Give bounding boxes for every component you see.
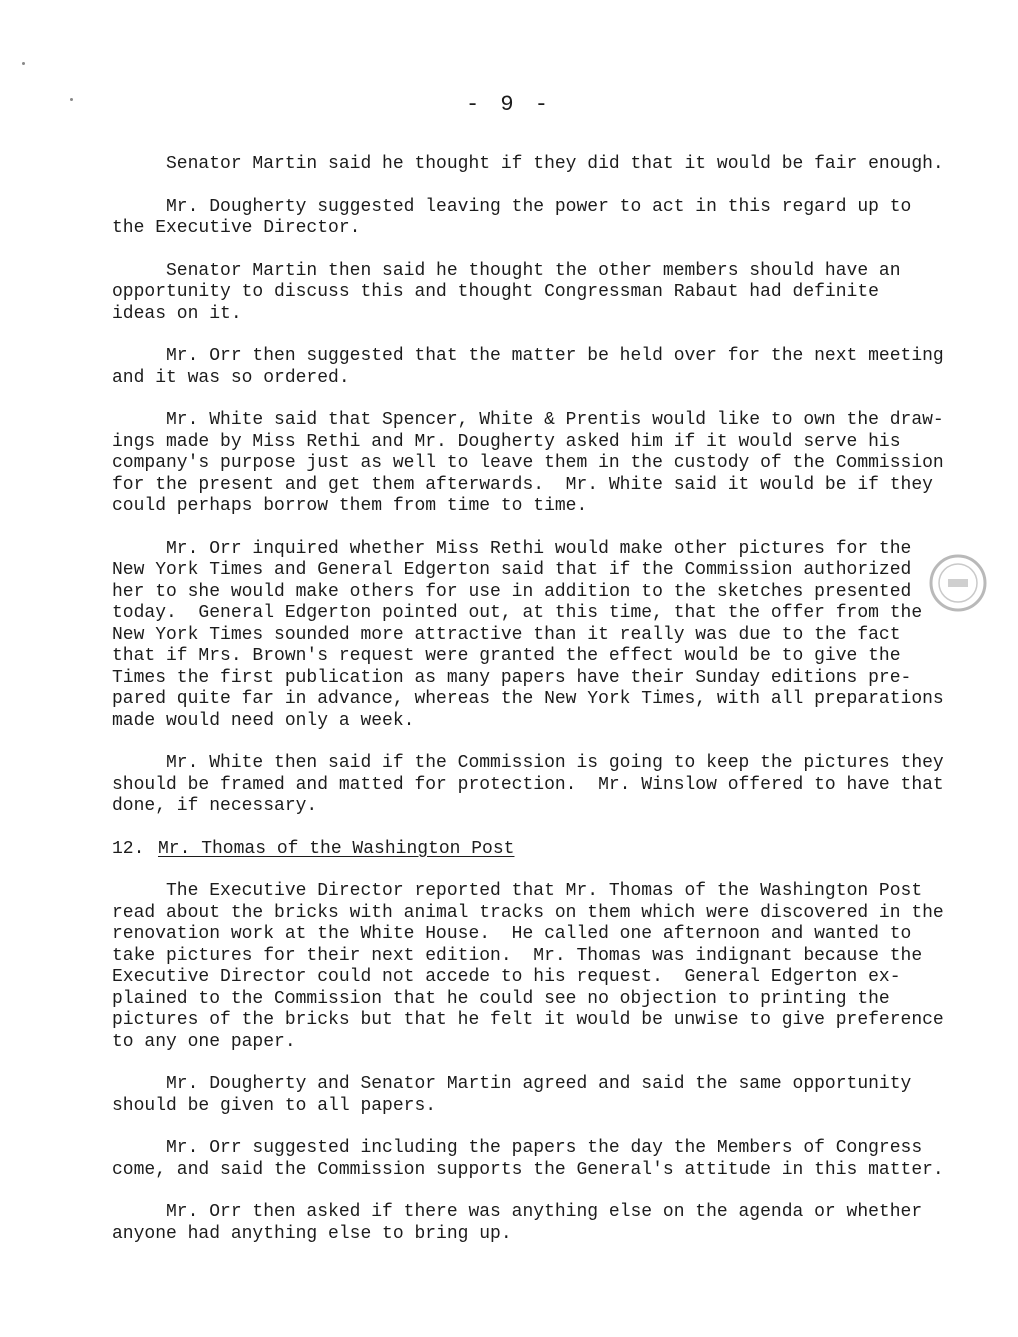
paragraph-line: should be given to all papers. bbox=[112, 1095, 437, 1116]
paragraph bbox=[112, 881, 942, 1053]
paragraph bbox=[112, 346, 942, 389]
paragraph bbox=[112, 753, 942, 818]
paragraph-line: Mr. Orr suggested including the papers the day the Members of Congress bbox=[112, 1138, 923, 1158]
paragraph-line: Senator Martin then said he thought the other members should have an bbox=[112, 260, 901, 281]
paragraph-line: Mr. Orr then asked if there was anything else on the agenda or whether bbox=[112, 1202, 923, 1222]
paragraph-line: the Executive Director. bbox=[112, 218, 361, 238]
section-heading bbox=[112, 839, 942, 861]
paragraph-line: Times the first publication as many papers have their Sunday editions pre- bbox=[112, 667, 912, 688]
paragraph-line: pared quite far in advance, whereas the New York Times, with all preparations bbox=[112, 689, 944, 709]
paragraph-line: Mr. Dougherty suggested leaving the power to act in this regard up to bbox=[112, 196, 912, 217]
section-number: 12. bbox=[112, 838, 145, 859]
library-stamp bbox=[928, 553, 988, 613]
paragraph bbox=[112, 1138, 942, 1181]
paragraph-line: New York Times and General Edgerton said that if the Commission authorized bbox=[112, 560, 912, 580]
paragraph-line: made would need only a week. bbox=[112, 710, 415, 731]
paragraph bbox=[112, 410, 942, 518]
paragraph-line: take pictures for their next edition. Mr. Thomas was indignant because the bbox=[112, 945, 923, 966]
paragraph-line: ideas on it. bbox=[112, 303, 242, 324]
paragraph-line: plained to the Commission that he could see no objection to printing the bbox=[112, 988, 890, 1009]
paragraph-line: Mr. White said that Spencer, White & Prentis would like to own the draw- bbox=[112, 410, 944, 430]
paragraph-line: for the present and get them afterwards. Mr. White said it would be if they bbox=[112, 474, 933, 495]
paragraph-line: Mr. White then said if the Commission is going to keep the pictures they bbox=[112, 753, 944, 773]
paragraph-line: anyone had anything else to bring up. bbox=[112, 1223, 512, 1244]
paragraph-line: Executive Director could not accede to his request. General Edgerton ex- bbox=[112, 967, 901, 987]
paragraph-line: and it was so ordered. bbox=[112, 367, 350, 388]
paragraph-line: company's purpose just as well to leave them in the custody of the Commission bbox=[112, 453, 944, 473]
paragraph-line: Mr. Orr inquired whether Miss Rethi would make other pictures for the bbox=[112, 538, 912, 559]
paragraph-line: read about the bricks with animal tracks on them which were discovered in the bbox=[112, 902, 944, 923]
paper-speck bbox=[70, 98, 73, 101]
section-title: Mr. Thomas of the Washington Post bbox=[158, 838, 515, 859]
paragraph-line: ings made by Miss Rethi and Mr. Dougherty asked him if it would serve his bbox=[112, 431, 901, 452]
paragraph bbox=[112, 539, 942, 733]
seal-icon bbox=[928, 553, 988, 613]
paragraph-line: today. General Edgerton pointed out, at this time, that the offer from the bbox=[112, 603, 923, 623]
paragraph-line: to any one paper. bbox=[112, 1031, 296, 1052]
paragraph-line: renovation work at the White House. He called one afternoon and wanted to bbox=[112, 924, 912, 944]
paragraph-line: Senator Martin said he thought if they did that it would be fair enough. bbox=[112, 154, 944, 174]
page-number: - 9 - bbox=[465, 92, 552, 117]
paragraph-line: should be framed and matted for protection. Mr. Winslow offered to have that bbox=[112, 774, 944, 795]
paragraph-line: opportunity to discuss this and thought Congressman Rabaut had definite bbox=[112, 282, 879, 302]
document-body bbox=[112, 154, 942, 1266]
paper-speck bbox=[22, 62, 25, 65]
paragraph-line: New York Times sounded more attractive than it really was due to the fact bbox=[112, 624, 901, 645]
paragraph-line: Mr. Orr then suggested that the matter be held over for the next meeting bbox=[112, 346, 944, 366]
paragraph-line: The Executive Director reported that Mr. Thomas of the Washington Post bbox=[112, 881, 923, 901]
paragraph-line: come, and said the Commission supports the General's attitude in this matter. bbox=[112, 1159, 944, 1180]
paragraph-line: that if Mrs. Brown's request were granted the effect would be to give the bbox=[112, 646, 901, 666]
paragraph bbox=[112, 261, 942, 326]
paragraph bbox=[112, 154, 942, 176]
paragraph-line: Mr. Dougherty and Senator Martin agreed and said the same opportunity bbox=[112, 1074, 912, 1094]
paragraph-line: pictures of the bricks but that he felt it would be unwise to give preference bbox=[112, 1010, 944, 1030]
paragraph-line: done, if necessary. bbox=[112, 796, 318, 816]
paragraph-line: could perhaps borrow them from time to time. bbox=[112, 496, 588, 516]
paragraph-group-2 bbox=[112, 881, 942, 1245]
paragraph-line: her to she would make others for use in addition to the sketches presented bbox=[112, 581, 912, 602]
paragraph-group-1 bbox=[112, 154, 942, 818]
paragraph bbox=[112, 197, 942, 240]
paragraph bbox=[112, 1202, 942, 1245]
paragraph bbox=[112, 1074, 942, 1117]
